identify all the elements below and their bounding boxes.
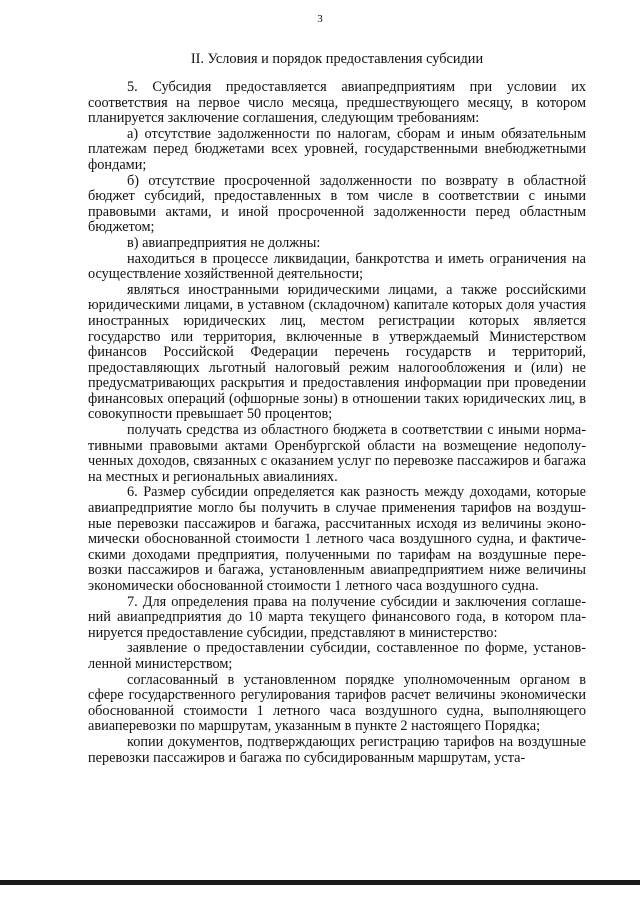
paragraph-7-cost-calculation: согласованный в установленном порядке уполномоченным органом в сфере государственного регулирования тарифов расчет величины экономически обоснованной стоимости 1 летного часа воздушного судна, выполняющего авиаперевозки по маршрутам, указанным в пункте 2 настоящего Порядка; (88, 671, 586, 735)
paragraph-5c-liquidation: находиться в процессе ликвидации, банкротства и иметь ограничения на осуществление хозяйственной деятельности; (88, 250, 586, 283)
paragraph-5c-other-funds: получать средства из областного бюджета в соответствии с иными нормативными правовыми актами Оренбургской области на возмещение недополученных доходов, связанных с оказанием услуг по перевозке пассажиров и багажа на местных и региональных авиалиниях. (88, 422, 586, 485)
paragraph-5-intro: 5. Субсидия предоставляется авиапредприятиям при условии их соответствия на первое число месяца, предшествующего месяцу, в котором планируется заключение соглашения, следующим требованиям: (88, 79, 586, 127)
paragraph-5a: а) отсутствие задолженности по налогам, сборам и иным обязательным платежам перед бюджетами всех уровней, государственными внебюджетными фондами; (88, 125, 586, 173)
page-number: 3 (317, 13, 323, 25)
paragraph-7-tariff-documents: копии документов, подтверждающих регистрацию тарифов на воздушные перевозки пассажиров и багажа по субсидированным маршрутам, уста- (88, 733, 586, 766)
paragraph-5c: в) авиапредприятия не должны: (127, 234, 321, 251)
paragraph-5b: б) отсутствие просроченной задолженности по возврату в областной бюджет субсидий, предоставленных в том числе в соответствии с иными правовыми актами, и иной просроченной задолженности перед областным бюджетом; (88, 172, 586, 236)
section-title: II. Условия и порядок предоставления субсидии (190, 51, 484, 67)
paragraph-7-intro: 7. Для определения права на получение субсидии и заключения соглашений авиапредприятия до 10 марта текущего финансового года, в котором планируется предоставление субсидии, представляют в министерство: (88, 593, 586, 641)
paragraph-7-application: заявление о предоставлении субсидии, составленное по форме, установленной министерством; (88, 640, 586, 672)
scan-bottom-border (0, 880, 640, 885)
paragraph-6: 6. Размер субсидии определяется как разность между доходами, которые авиапредприятие могло бы получить в случае применения тарифов на воздушные перевозки пассажиров и багажа, рассчитанных исходя из величины экономически обоснованной стоимости 1 летного часа воздушного судна, и фактическими доходами предприятия, полученными по тарифам на воздушные перевозки пассажиров и багажа, установленным авиапредприятием ниже величины экономически обоснованной стоимости 1 летного часа воздушного судна. (88, 484, 586, 594)
paragraph-5c-foreign-entities: являться иностранными юридическими лицами, а также российскими юридическими лицами, в уставном (складочном) капитале которых доля участия иностранных юридических лиц, местом регистрации которых является государство или территория, включенные в утверждаемый Министерством финансов Российской Федерации перечень государств и территорий, предоставляющих льготный налоговый режим налогообложения и (или) не предусматривающих раскрытия и предоставления информации при проведении финансовых операций (офшорные зоны) в отношении таких юридических лиц, в совокупности превышает 50 процентов; (88, 281, 586, 423)
document-body (88, 80, 586, 766)
